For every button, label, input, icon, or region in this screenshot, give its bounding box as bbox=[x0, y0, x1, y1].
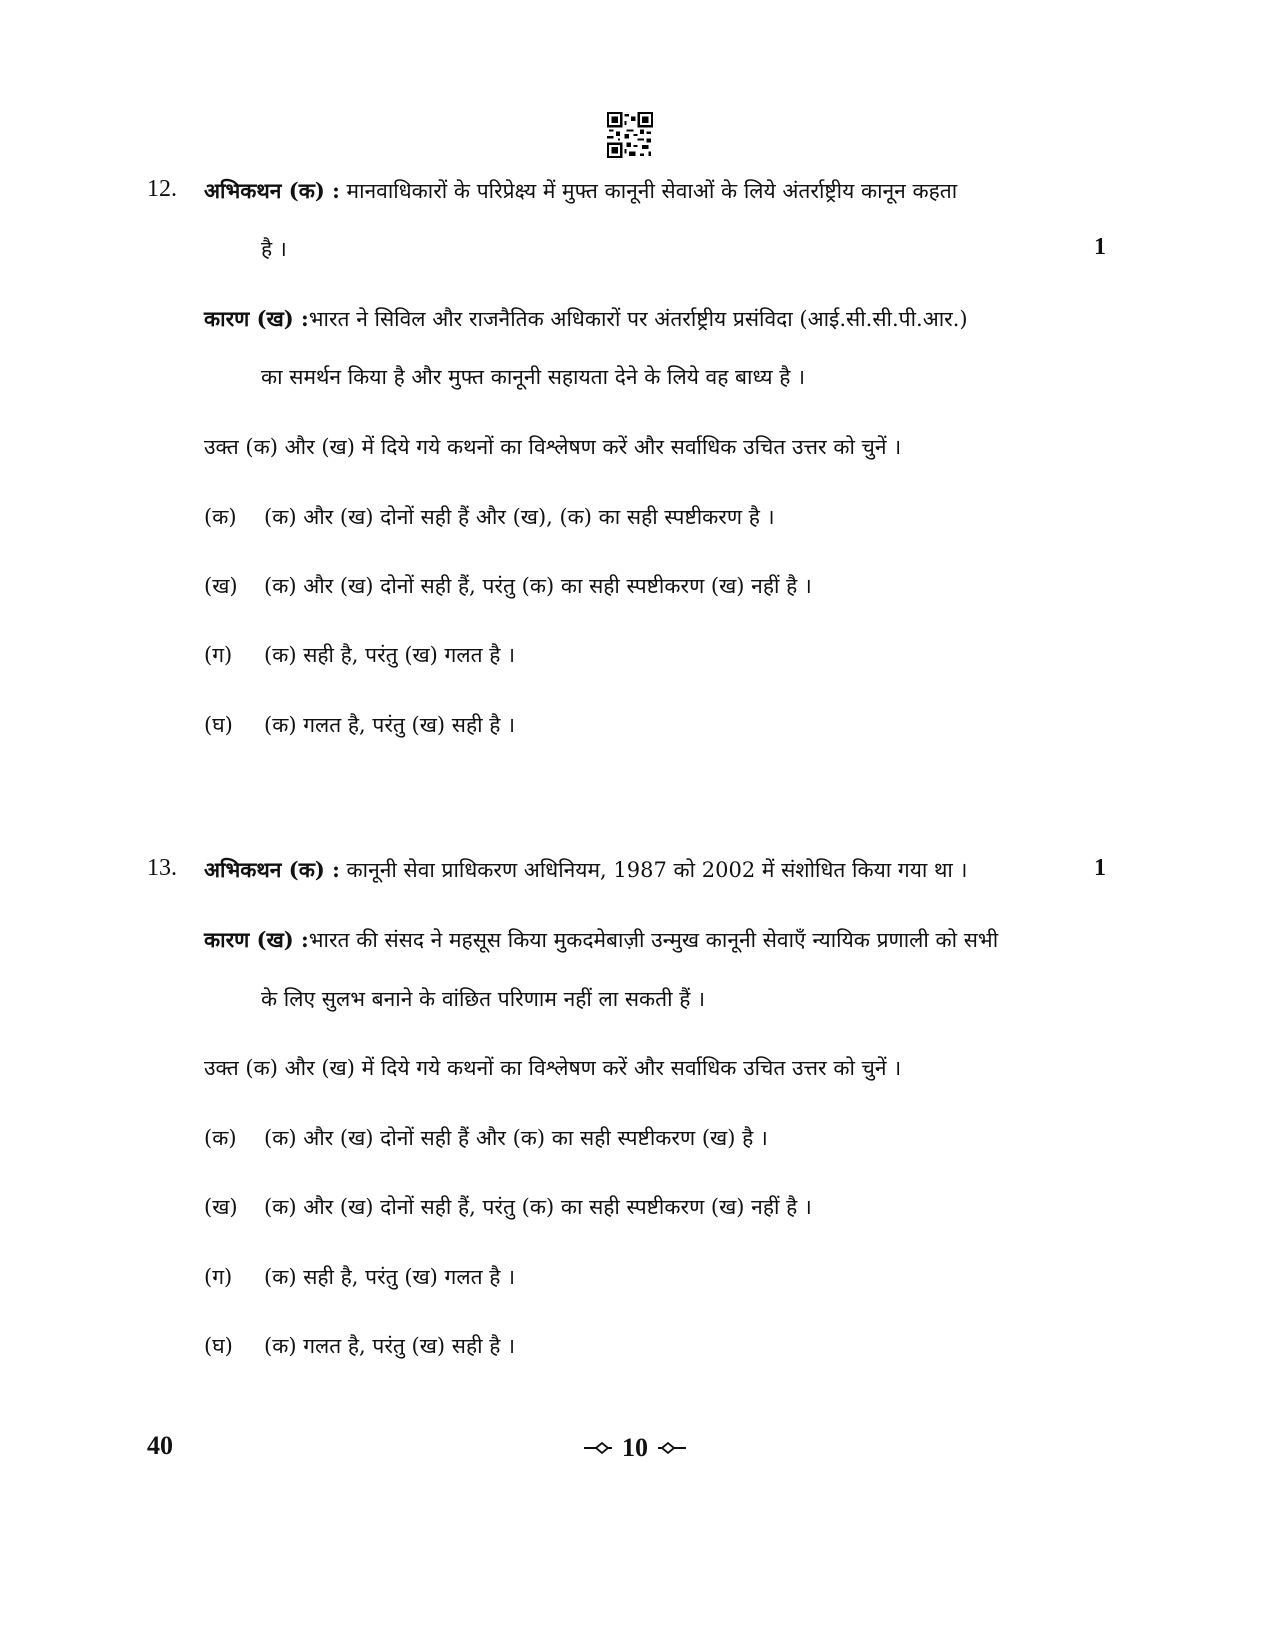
option-label: (क) bbox=[204, 1126, 237, 1150]
reason-line bbox=[204, 304, 968, 334]
option-text: (क) गलत है, परंतु (ख) सही है । bbox=[264, 1334, 516, 1358]
ornament-right-icon bbox=[658, 1441, 686, 1455]
assertion-label: अभिकथन (क) : bbox=[204, 857, 340, 882]
option-text: (क) गलत है, परंतु (ख) सही है । bbox=[264, 713, 516, 737]
option-label: (क) bbox=[204, 505, 237, 529]
reason-label: कारण (ख) : bbox=[204, 306, 309, 331]
option-label: (ख) bbox=[204, 1195, 238, 1219]
instruction: उक्त (क) और (ख) में दिये गये कथनों का विश्लेषण करें और सर्वाधिक उचित उत्तर को चुनें । bbox=[204, 1056, 902, 1080]
reason-text: भारत ने सिविल और राजनैतिक अधिकारों पर अंतर्राष्ट्रीय प्रसंविदा (आई.सी.सी.पी.आर.) bbox=[308, 307, 968, 331]
reason-line bbox=[204, 925, 998, 955]
reason-continuation: का समर्थन किया है और मुफ्त कानूनी सहायता देने के लिये वह बाध्य है । bbox=[261, 365, 806, 389]
option-label: (ग) bbox=[204, 643, 233, 667]
reason-text: भारत की संसद ने महसूस किया मुकदमेबाज़ी उन्मुख कानूनी सेवाएँ न्यायिक प्रणाली को सभी bbox=[308, 928, 999, 952]
assertion-continuation: है । bbox=[261, 237, 287, 261]
option-text: (क) और (ख) दोनों सही हैं और (ख), (क) का सही स्पष्टीकरण है । bbox=[264, 505, 775, 529]
question-number: 12. bbox=[147, 176, 177, 202]
marks: 1 bbox=[1094, 855, 1106, 881]
paper-code: 40 bbox=[147, 1431, 173, 1460]
option-label: (घ) bbox=[204, 1334, 233, 1358]
option-text: (क) सही है, परंतु (ख) गलत है । bbox=[264, 1265, 516, 1289]
option-label: (ग) bbox=[204, 1265, 233, 1289]
qr-code-icon bbox=[607, 112, 653, 158]
option-text: (क) सही है, परंतु (ख) गलत है । bbox=[264, 643, 516, 667]
reason-label: कारण (ख) : bbox=[204, 927, 309, 952]
instruction: उक्त (क) और (ख) में दिये गये कथनों का विश्लेषण करें और सर्वाधिक उचित उत्तर को चुनें । bbox=[204, 435, 902, 459]
option-text: (क) और (ख) दोनों सही हैं, परंतु (क) का सही स्पष्टीकरण (ख) नहीं है । bbox=[264, 574, 812, 598]
option-text: (क) और (ख) दोनों सही हैं, परंतु (क) का सही स्पष्टीकरण (ख) नहीं है । bbox=[264, 1195, 812, 1219]
assertion-text: कानूनी सेवा प्राधिकरण अधिनियम, 1987 को 2002 में संशोधित किया गया था । bbox=[346, 858, 968, 882]
assertion-line bbox=[204, 855, 968, 885]
option-label: (घ) bbox=[204, 713, 233, 737]
assertion-label: अभिकथन (क) : bbox=[204, 178, 340, 203]
option-label: (ख) bbox=[204, 574, 238, 598]
ornament-left-icon bbox=[584, 1441, 612, 1455]
assertion-line bbox=[204, 176, 957, 206]
marks: 1 bbox=[1094, 234, 1106, 260]
reason-continuation: के लिए सुलभ बनाने के वांछित परिणाम नहीं ला सकती हैं । bbox=[261, 987, 706, 1011]
assertion-text: मानवाधिकारों के परिप्रेक्ष्य में मुफ्त कानूनी सेवाओं के लिये अंतर्राष्ट्रीय कानून कहता bbox=[346, 179, 958, 203]
page-number-block bbox=[560, 1430, 710, 1466]
option-text: (क) और (ख) दोनों सही हैं और (क) का सही स्पष्टीकरण (ख) है । bbox=[264, 1126, 768, 1150]
page-number: 10 bbox=[622, 1433, 648, 1462]
question-number: 13. bbox=[147, 855, 177, 881]
